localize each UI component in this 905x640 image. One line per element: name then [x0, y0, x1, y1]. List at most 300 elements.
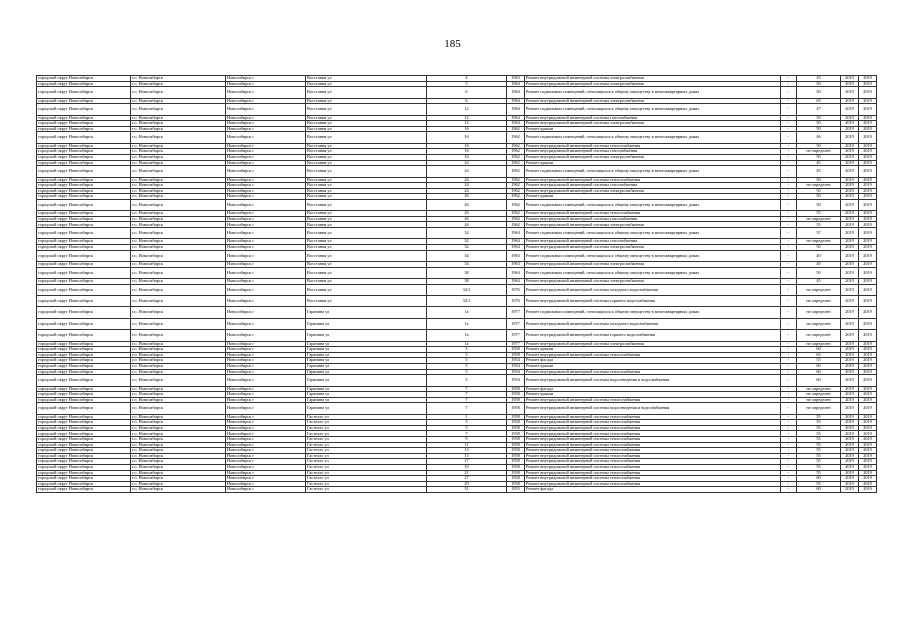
plan-year-cell: 2019 — [841, 295, 859, 306]
city-cell: Новосибирск г — [226, 375, 306, 386]
build-year-cell: 1964 — [507, 115, 525, 121]
house-number-cell: 38 — [427, 267, 507, 278]
street-cell: Восстания ул — [306, 149, 427, 155]
municipality-cell: городской округ Новосибирск — [37, 228, 131, 239]
dash-cell: - — [781, 121, 797, 127]
work-type-cell: Ремонт подвальных помещений, относящихся к общему имуществу в многоквартирных домах — [525, 132, 781, 143]
cost-cell: 50 — [797, 245, 841, 251]
build-year-cell: 1962 — [507, 132, 525, 143]
table-row — [37, 330, 877, 341]
work-type-cell: Ремонт внутридомовой инженерной системы электроснабжения — [525, 245, 781, 251]
street-cell: Гастелло ул — [306, 448, 427, 454]
street-cell: Восстания ул — [306, 132, 427, 143]
dash-cell: - — [781, 166, 797, 177]
city-cell: Новосибирск г — [226, 420, 306, 426]
cost-cell: не определен — [797, 216, 841, 222]
done-year-cell: 2019 — [859, 295, 877, 306]
work-type-cell: Ремонт внутридомовой инженерной системы электроснабжения — [525, 341, 781, 347]
dash-cell: - — [781, 403, 797, 414]
district-cell: г.о. Новосибирск — [131, 245, 226, 251]
plan-year-cell: 2019 — [841, 363, 859, 369]
plan-year-cell: 2019 — [841, 160, 859, 166]
dash-cell: - — [781, 420, 797, 426]
dash-cell: - — [781, 363, 797, 369]
work-type-cell: Ремонт внутридомовой инженерной системы теплоснабжения — [525, 352, 781, 358]
done-year-cell: 2019 — [859, 104, 877, 115]
municipality-cell: городской округ Новосибирск — [37, 284, 131, 295]
district-cell: г.о. Новосибирск — [131, 352, 226, 358]
work-type-cell: Ремонт внутридомовой инженерной системы теплоснабжения — [525, 369, 781, 375]
work-type-cell: Ремонт подвальных помещений, относящихся к общему имуществу в многоквартирных домах — [525, 267, 781, 278]
done-year-cell: 2019 — [859, 154, 877, 160]
district-cell: г.о. Новосибирск — [131, 425, 226, 431]
municipality-cell: городской округ Новосибирск — [37, 347, 131, 353]
house-number-cell: 16 — [427, 132, 507, 143]
work-type-cell: Ремонт крыши — [525, 194, 781, 200]
work-type-cell: Ремонт внутридомовой инженерной системы теплоснабжения — [525, 425, 781, 431]
street-cell: Гаранина ул — [306, 403, 427, 414]
dash-cell: - — [781, 188, 797, 194]
house-number-cell: 6 — [427, 87, 507, 98]
street-cell: Восстания ул — [306, 115, 427, 121]
done-year-cell: 2019 — [859, 453, 877, 459]
street-cell: Гастелло ул — [306, 425, 427, 431]
house-number-cell: 17 — [427, 459, 507, 465]
plan-year-cell: 2019 — [841, 487, 859, 493]
house-number-cell: 1а — [427, 341, 507, 347]
build-year-cell: 1958 — [507, 453, 525, 459]
work-type-cell: Ремонт фасада — [525, 386, 781, 392]
done-year-cell: 2019 — [859, 76, 877, 82]
municipality-cell: городской округ Новосибирск — [37, 279, 131, 285]
municipality-cell: городской округ Новосибирск — [37, 121, 131, 127]
city-cell: Новосибирск г — [226, 459, 306, 465]
municipality-cell: городской округ Новосибирск — [37, 470, 131, 476]
build-year-cell: 1954 — [507, 358, 525, 364]
build-year-cell: 1958 — [507, 481, 525, 487]
city-cell: Новосибирск г — [226, 222, 306, 228]
build-year-cell: 1962 — [507, 194, 525, 200]
cost-cell: 55 — [797, 442, 841, 448]
street-cell: Восстания ул — [306, 279, 427, 285]
work-type-cell: Ремонт крыши — [525, 347, 781, 353]
done-year-cell: 2019 — [859, 318, 877, 329]
district-cell: г.о. Новосибирск — [131, 487, 226, 493]
cost-cell: 65 — [797, 352, 841, 358]
plan-year-cell: 2019 — [841, 76, 859, 82]
dash-cell: - — [781, 453, 797, 459]
district-cell: г.о. Новосибирск — [131, 267, 226, 278]
plan-year-cell: 2019 — [841, 453, 859, 459]
build-year-cell: 1958 — [507, 414, 525, 420]
district-cell: г.о. Новосибирск — [131, 392, 226, 398]
plan-year-cell: 2019 — [841, 132, 859, 143]
cost-cell: 55 — [797, 481, 841, 487]
plan-year-cell: 2019 — [841, 403, 859, 414]
district-cell: г.о. Новосибирск — [131, 369, 226, 375]
street-cell: Гаранина ул — [306, 369, 427, 375]
city-cell: Новосибирск г — [226, 487, 306, 493]
street-cell: Восстания ул — [306, 121, 427, 127]
municipality-cell: городской округ Новосибирск — [37, 239, 131, 245]
build-year-cell: 1958 — [507, 437, 525, 443]
dash-cell: - — [781, 358, 797, 364]
house-number-cell: 15 — [427, 453, 507, 459]
district-cell: г.о. Новосибирск — [131, 459, 226, 465]
cost-cell: 40 — [797, 250, 841, 261]
cost-cell: не определен — [797, 330, 841, 341]
dash-cell: - — [781, 267, 797, 278]
street-cell: Гаранина ул — [306, 330, 427, 341]
build-year-cell: 1962 — [507, 154, 525, 160]
house-number-cell: 29 — [427, 481, 507, 487]
district-cell: г.о. Новосибирск — [131, 132, 226, 143]
cost-cell: 55 — [797, 459, 841, 465]
dash-cell: - — [781, 98, 797, 104]
work-type-cell: Ремонт внутридомовой инженерной системы электроснабжения — [525, 121, 781, 127]
street-cell: Восстания ул — [306, 222, 427, 228]
street-cell: Восстания ул — [306, 126, 427, 132]
street-cell: Гастелло ул — [306, 437, 427, 443]
municipality-cell: городской округ Новосибирск — [37, 330, 131, 341]
house-number-cell: 31 — [427, 487, 507, 493]
street-cell: Восстания ул — [306, 262, 427, 268]
district-cell: г.о. Новосибирск — [131, 98, 226, 104]
district-cell: г.о. Новосибирск — [131, 194, 226, 200]
street-cell: Восстания ул — [306, 166, 427, 177]
cost-cell: 50 — [797, 154, 841, 160]
city-cell: Новосибирск г — [226, 216, 306, 222]
municipality-cell: городской округ Новосибирск — [37, 341, 131, 347]
done-year-cell: 2019 — [859, 216, 877, 222]
street-cell: Восстания ул — [306, 239, 427, 245]
city-cell: Новосибирск г — [226, 403, 306, 414]
build-year-cell: 1964 — [507, 121, 525, 127]
table-row — [37, 228, 877, 239]
done-year-cell: 2019 — [859, 183, 877, 189]
dash-cell: - — [781, 104, 797, 115]
district-cell: г.о. Новосибирск — [131, 121, 226, 127]
dash-cell: - — [781, 347, 797, 353]
build-year-cell: 1962 — [507, 149, 525, 155]
city-cell: Новосибирск г — [226, 453, 306, 459]
plan-year-cell: 2019 — [841, 199, 859, 210]
table-row — [37, 199, 877, 210]
district-cell: г.о. Новосибирск — [131, 347, 226, 353]
done-year-cell: 2019 — [859, 481, 877, 487]
done-year-cell: 2019 — [859, 115, 877, 121]
plan-year-cell: 2019 — [841, 222, 859, 228]
cost-cell: не определен — [797, 183, 841, 189]
done-year-cell: 2019 — [859, 194, 877, 200]
done-year-cell: 2019 — [859, 222, 877, 228]
plan-year-cell: 2019 — [841, 392, 859, 398]
cost-cell: 46 — [797, 132, 841, 143]
municipality-cell: городской округ Новосибирск — [37, 459, 131, 465]
dash-cell: - — [781, 414, 797, 420]
municipality-cell: городской округ Новосибирск — [37, 211, 131, 217]
house-number-cell: 26 — [427, 222, 507, 228]
table-row — [37, 307, 877, 318]
dash-cell: - — [781, 392, 797, 398]
work-type-cell: Ремонт подвальных помещений, относящихся к общему имуществу в многоквартирных домах — [525, 228, 781, 239]
municipality-cell: городской округ Новосибирск — [37, 476, 131, 482]
district-cell: г.о. Новосибирск — [131, 453, 226, 459]
work-type-cell: Ремонт внутридомовой инженерной системы теплоснабжения — [525, 143, 781, 149]
house-number-cell: 6 — [427, 98, 507, 104]
plan-year-cell: 2019 — [841, 121, 859, 127]
done-year-cell: 2019 — [859, 98, 877, 104]
plan-year-cell: 2019 — [841, 245, 859, 251]
city-cell: Новосибирск г — [226, 245, 306, 251]
work-type-cell: Ремонт фасада — [525, 358, 781, 364]
plan-year-cell: 2019 — [841, 414, 859, 420]
done-year-cell: 2019 — [859, 442, 877, 448]
cost-cell: 50 — [797, 143, 841, 149]
street-cell: Гастелло ул — [306, 459, 427, 465]
work-type-cell: Ремонт крыши — [525, 126, 781, 132]
dash-cell: - — [781, 160, 797, 166]
district-cell: г.о. Новосибирск — [131, 330, 226, 341]
city-cell: Новосибирск г — [226, 465, 306, 471]
dash-cell: - — [781, 459, 797, 465]
done-year-cell: 2019 — [859, 341, 877, 347]
district-cell: г.о. Новосибирск — [131, 188, 226, 194]
city-cell: Новосибирск г — [226, 121, 306, 127]
house-number-cell: 7 — [427, 431, 507, 437]
dash-cell: - — [781, 352, 797, 358]
plan-year-cell: 2019 — [841, 279, 859, 285]
work-type-cell: Ремонт внутридомовой инженерной системы горячего водоснабжения — [525, 295, 781, 306]
build-year-cell: 1962 — [507, 222, 525, 228]
plan-year-cell: 2019 — [841, 194, 859, 200]
plan-year-cell: 2019 — [841, 228, 859, 239]
house-number-cell: 19 — [427, 465, 507, 471]
cost-cell: 45 — [797, 279, 841, 285]
street-cell: Гаранина ул — [306, 363, 427, 369]
street-cell: Гастелло ул — [306, 487, 427, 493]
street-cell: Восстания ул — [306, 284, 427, 295]
work-type-cell: Ремонт внутридомовой инженерной системы холодного водоснабжения — [525, 284, 781, 295]
district-cell: г.о. Новосибирск — [131, 228, 226, 239]
city-cell: Новосибирск г — [226, 442, 306, 448]
municipality-cell: городской округ Новосибирск — [37, 199, 131, 210]
city-cell: Новосибирск г — [226, 481, 306, 487]
municipality-cell: городской округ Новосибирск — [37, 98, 131, 104]
house-number-cell: 26 — [427, 211, 507, 217]
done-year-cell: 2019 — [859, 425, 877, 431]
house-number-cell: 5 — [427, 363, 507, 369]
house-number-cell: 26 — [427, 194, 507, 200]
work-type-cell: Ремонт крыши — [525, 392, 781, 398]
done-year-cell: 2019 — [859, 352, 877, 358]
municipality-cell: городской округ Новосибирск — [37, 437, 131, 443]
house-number-cell: 11 — [427, 442, 507, 448]
build-year-cell: 1962 — [507, 126, 525, 132]
city-cell: Новосибирск г — [226, 448, 306, 454]
municipality-cell: городской округ Новосибирск — [37, 160, 131, 166]
municipality-cell: городской округ Новосибирск — [37, 188, 131, 194]
district-cell: г.о. Новосибирск — [131, 386, 226, 392]
build-year-cell: 1958 — [507, 403, 525, 414]
work-type-cell: Ремонт внутридомовой инженерной системы теплоснабжения — [525, 476, 781, 482]
cost-cell: 55 — [797, 470, 841, 476]
build-year-cell: 1962 — [507, 160, 525, 166]
house-number-cell: 32 — [427, 239, 507, 245]
build-year-cell: 1958 — [507, 397, 525, 403]
district-cell: г.о. Новосибирск — [131, 104, 226, 115]
table-row — [37, 104, 877, 115]
plan-year-cell: 2019 — [841, 216, 859, 222]
done-year-cell: 2019 — [859, 239, 877, 245]
district-cell: г.о. Новосибирск — [131, 262, 226, 268]
house-number-cell: 3 — [427, 420, 507, 426]
cost-cell: 50 — [797, 199, 841, 210]
done-year-cell: 2019 — [859, 177, 877, 183]
district-cell: г.о. Новосибирск — [131, 375, 226, 386]
done-year-cell: 2019 — [859, 470, 877, 476]
plan-year-cell: 2019 — [841, 442, 859, 448]
work-type-cell: Ремонт внутридомовой инженерной системы электроснабжения — [525, 222, 781, 228]
work-type-cell: Ремонт внутридомовой инженерной системы холодного водоснабжения — [525, 318, 781, 329]
dash-cell: - — [781, 465, 797, 471]
work-type-cell: Ремонт внутридомовой инженерной системы теплоснабжения — [525, 470, 781, 476]
street-cell: Гаранина ул — [306, 392, 427, 398]
done-year-cell: 2019 — [859, 279, 877, 285]
build-year-cell: 1964 — [507, 267, 525, 278]
plan-year-cell: 2019 — [841, 459, 859, 465]
build-year-cell: 1962 — [507, 211, 525, 217]
municipality-cell: городской округ Новосибирск — [37, 132, 131, 143]
done-year-cell: 2019 — [859, 420, 877, 426]
cost-cell: 55 — [797, 425, 841, 431]
cost-cell: не определен — [797, 318, 841, 329]
work-type-cell: Ремонт внутридомовой инженерной системы газоснабжения — [525, 239, 781, 245]
house-number-cell: 32 — [427, 228, 507, 239]
cost-cell: не определен — [797, 341, 841, 347]
house-number-cell: 5 — [427, 358, 507, 364]
build-year-cell: 1977 — [507, 341, 525, 347]
city-cell: Новосибирск г — [226, 132, 306, 143]
work-type-cell: Ремонт подвальных помещений, относящихся к общему имуществу в многоквартирных домах — [525, 87, 781, 98]
plan-year-cell: 2019 — [841, 115, 859, 121]
city-cell: Новосибирск г — [226, 188, 306, 194]
build-year-cell: 1958 — [507, 425, 525, 431]
street-cell: Восстания ул — [306, 81, 427, 87]
cost-cell: не определен — [797, 295, 841, 306]
build-year-cell: 1958 — [507, 470, 525, 476]
cost-cell: 60 — [797, 476, 841, 482]
district-cell: г.о. Новосибирск — [131, 177, 226, 183]
district-cell: г.о. Новосибирск — [131, 199, 226, 210]
cost-cell: 50 — [797, 126, 841, 132]
cost-cell: 60 — [797, 375, 841, 386]
municipality-cell: городской округ Новосибирск — [37, 81, 131, 87]
plan-year-cell: 2019 — [841, 386, 859, 392]
street-cell: Восстания ул — [306, 177, 427, 183]
dash-cell: - — [781, 487, 797, 493]
table-row — [37, 267, 877, 278]
done-year-cell: 2019 — [859, 126, 877, 132]
done-year-cell: 2019 — [859, 375, 877, 386]
house-number-cell: 12 — [427, 121, 507, 127]
build-year-cell: 1977 — [507, 318, 525, 329]
municipality-cell: городской округ Новосибирск — [37, 295, 131, 306]
dash-cell: - — [781, 222, 797, 228]
district-cell: г.о. Новосибирск — [131, 442, 226, 448]
municipality-cell: городской округ Новосибирск — [37, 216, 131, 222]
build-year-cell: 1964 — [507, 98, 525, 104]
municipality-cell: городской округ Новосибирск — [37, 487, 131, 493]
street-cell: Гастелло ул — [306, 414, 427, 420]
street-cell: Восстания ул — [306, 98, 427, 104]
table-row — [37, 318, 877, 329]
district-cell: г.о. Новосибирск — [131, 81, 226, 87]
build-year-cell: 1958 — [507, 347, 525, 353]
municipality-cell: городской округ Новосибирск — [37, 194, 131, 200]
house-number-cell: 34 — [427, 250, 507, 261]
build-year-cell: 1958 — [507, 431, 525, 437]
district-cell: г.о. Новосибирск — [131, 222, 226, 228]
house-number-cell: 34 — [427, 262, 507, 268]
build-year-cell: 1954 — [507, 369, 525, 375]
cost-cell: 45 — [797, 76, 841, 82]
house-number-cell: 12 — [427, 115, 507, 121]
house-number-cell: 4 — [427, 76, 507, 82]
cost-cell: 55 — [797, 453, 841, 459]
cost-cell: 50 — [797, 115, 841, 121]
municipality-cell: городской округ Новосибирск — [37, 369, 131, 375]
city-cell: Новосибирск г — [226, 143, 306, 149]
city-cell: Новосибирск г — [226, 160, 306, 166]
cost-cell: не определен — [797, 284, 841, 295]
plan-year-cell: 2019 — [841, 104, 859, 115]
house-number-cell: 24 — [427, 160, 507, 166]
city-cell: Новосибирск г — [226, 115, 306, 121]
plan-year-cell: 2019 — [841, 369, 859, 375]
work-type-cell: Ремонт внутридомовой инженерной системы теплоснабжения — [525, 420, 781, 426]
table-row — [37, 250, 877, 261]
house-number-cell: 7 — [427, 403, 507, 414]
municipality-cell: городской округ Новосибирск — [37, 358, 131, 364]
city-cell: Новосибирск г — [226, 307, 306, 318]
dash-cell: - — [781, 154, 797, 160]
city-cell: Новосибирск г — [226, 104, 306, 115]
cost-cell: 55 — [797, 437, 841, 443]
plan-year-cell: 2019 — [841, 98, 859, 104]
plan-year-cell: 2019 — [841, 330, 859, 341]
dash-cell: - — [781, 481, 797, 487]
street-cell: Гаранина ул — [306, 347, 427, 353]
district-cell: г.о. Новосибирск — [131, 476, 226, 482]
street-cell: Восстания ул — [306, 245, 427, 251]
district-cell: г.о. Новосибирск — [131, 149, 226, 155]
done-year-cell: 2019 — [859, 160, 877, 166]
dash-cell: - — [781, 262, 797, 268]
dash-cell: - — [781, 143, 797, 149]
dash-cell: - — [781, 284, 797, 295]
work-type-cell: Ремонт внутридомовой инженерной системы водоотведения и водоснабжения — [525, 403, 781, 414]
city-cell: Новосибирск г — [226, 425, 306, 431]
district-cell: г.о. Новосибирск — [131, 166, 226, 177]
municipality-cell: городской округ Новосибирск — [37, 154, 131, 160]
build-year-cell: 1962 — [507, 183, 525, 189]
municipality-cell: городской округ Новосибирск — [37, 465, 131, 471]
cost-cell: не определен — [797, 397, 841, 403]
build-year-cell: 1958 — [507, 476, 525, 482]
dash-cell: - — [781, 177, 797, 183]
city-cell: Новосибирск г — [226, 330, 306, 341]
